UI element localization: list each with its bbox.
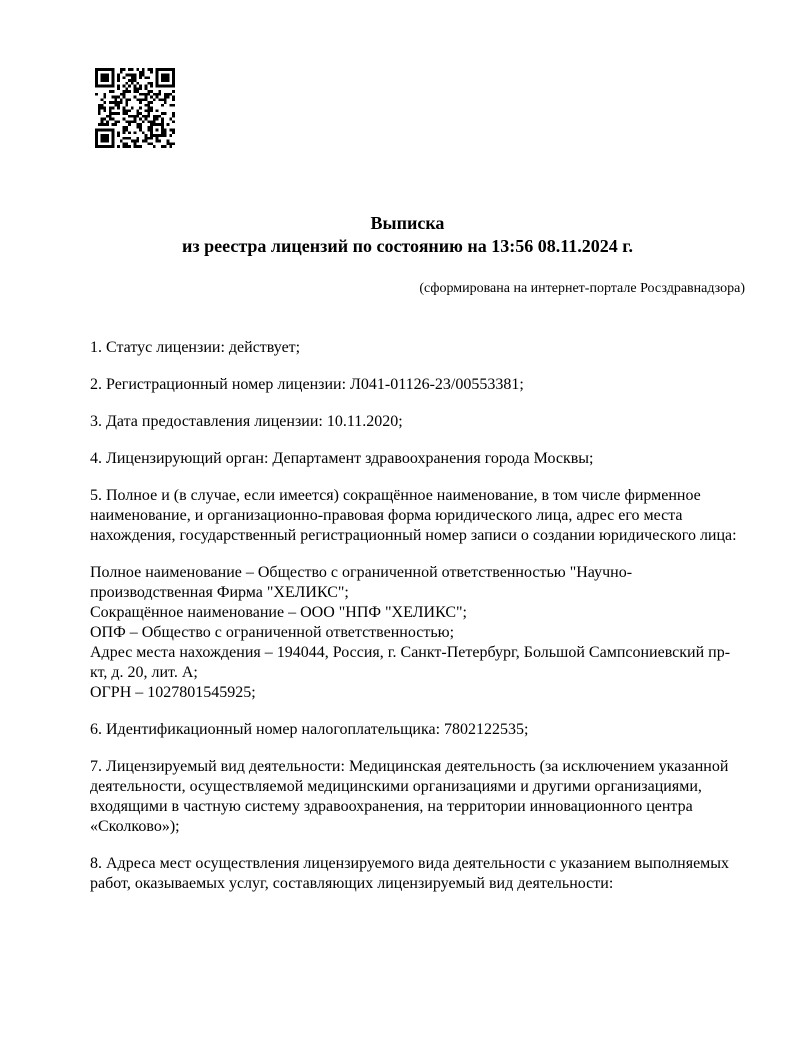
company-full-name: Полное наименование – Общество с ограниченной ответственностью "Научно-производственная Фирма "ХЕЛИКС"; (90, 564, 633, 601)
paragraph-licensed-activity: 7. Лицензируемый вид деятельности: Медицинская деятельность (за исключением указанной деятельности, осуществляемой медицинскими организациями и другими организациями, входящими в частную систему здравоохранения, на территории инновационного центра «Сколково»); (90, 758, 729, 835)
company-details-block (90, 563, 745, 703)
document-title (90, 212, 745, 258)
paragraph-license-status: 1. Статус лицензии: действует; (90, 339, 301, 356)
title-line-2: из реестра лицензий по состоянию на 13:56 08.11.2024 г. (182, 236, 633, 256)
document-body (90, 338, 745, 894)
document-subtitle: (сформирована на интернет-портале Росздравнадзора) (419, 281, 745, 296)
paragraph-activity-addresses: 8. Адреса мест осуществления лицензируемого вида деятельности с указанием выполняемых работ, оказываемых услуг, составляющих лицензируемый вид деятельности: (90, 855, 730, 892)
paragraph-grant-date: 3. Дата предоставления лицензии: 10.11.2020; (90, 413, 403, 430)
document-content (90, 0, 745, 894)
paragraph-licensing-authority: 4. Лицензирующий орган: Департамент здравоохранения города Москвы; (90, 450, 594, 467)
company-address: Адрес места нахождения – 194044, Россия, г. Санкт-Петербург, Большой Сампсониевский пр-кт, д. 20, лит. А; (90, 644, 731, 681)
paragraph-registration-number: 2. Регистрационный номер лицензии: Л041-01126-23/00553381; (90, 376, 524, 393)
company-ogrn: ОГРН – 1027801545925; (90, 684, 256, 701)
title-line-1: Выписка (370, 213, 445, 233)
paragraph-company-names-intro: 5. Полное и (в случае, если имеется) сокращённое наименование, в том числе фирменное наименование, и организационно-правовая форма юридического лица, адрес его места нахождения, государственный регистрационный номер записи о создании юридического лица: (90, 487, 737, 544)
paragraph-taxpayer-id: 6. Идентификационный номер налогоплательщика: 7802122535; (90, 721, 529, 738)
company-legal-form: ОПФ – Общество с ограниченной ответственностью; (90, 624, 455, 641)
company-short-name: Сокращённое наименование – ООО "НПФ "ХЕЛИКС"; (90, 604, 467, 621)
